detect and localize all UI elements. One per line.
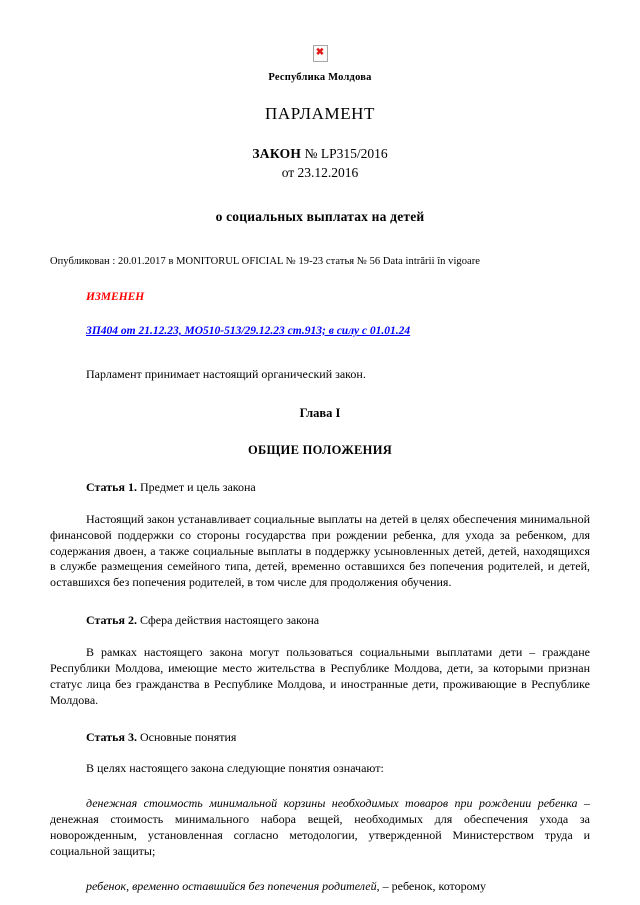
article-2-paragraph: В рамках настоящего закона могут пользоваться социальными выплатами дети – граждане Республики Молдова, имеющие место жительства в Республике Молдова, дети, за которыми признан статус лица без гражданства в Республике Молдова, и иностранные дети, проживающие в Республике Молдова.	[50, 645, 590, 707]
article-2-number: Статья 2.	[86, 613, 137, 628]
republic-heading: Республика Молдова	[268, 72, 372, 83]
broken-image-icon	[313, 45, 328, 62]
intro-paragraph: Парламент принимает настоящий органический закон.	[86, 367, 366, 381]
document-title: о социальных выплатах на детей	[215, 209, 425, 224]
parliament-heading: ПАРЛАМЕНТ	[264, 104, 376, 123]
definition-2-text: , – ребенок, которому	[376, 878, 487, 893]
chapter-label: Глава I	[299, 406, 341, 420]
article-2-heading	[86, 613, 590, 628]
law-number-line	[50, 146, 590, 162]
law-word: ЗАКОН	[252, 146, 302, 161]
amendment-label: ИЗМЕНЕН	[86, 291, 145, 303]
amendment-link[interactable]: ЗП404 от 21.12.23, МО510-513/29.12.23 ст.913; в силу с 01.01.24	[86, 325, 411, 337]
definition-1	[50, 796, 590, 859]
article-2-title: Сфера действия настоящего закона	[136, 613, 320, 628]
broken-image-x-glyph: ✖	[315, 47, 325, 59]
article-3-title: Основные понятия	[136, 730, 237, 745]
article-1-number: Статья 1.	[86, 480, 137, 494]
definition-2-term: ребенок, временно оставшийся без попечения родителей	[86, 878, 377, 893]
law-number: № LP315/2016	[301, 146, 388, 161]
law-date: от 23.12.2016	[281, 165, 359, 180]
definition-1-term: денежная стоимость минимальной корзины необходимых товаров при рождении ребенка	[86, 796, 578, 811]
chapter-title: ОБЩИЕ ПОЛОЖЕНИЯ	[247, 443, 393, 457]
article-3-paragraph: В целях настоящего закона следующие понятия означают:	[86, 761, 384, 776]
article-3-number: Статья 3.	[86, 730, 137, 745]
article-1-paragraph: Настоящий закон устанавливает социальные выплаты на детей в целях обеспечения минимальной финансовой поддержки со стороны государства при рождении ребенка, для ухода за ребенком, для содержания двоен, а также социальные выплаты в поддержку усыновленных детей, детей, находящихся в службе размещения семейного типа, детей, временно оставшихся без попечения родителей, и детей, оставшихся без попечения родителей, в том числе для продолжения обучения.	[50, 512, 590, 590]
broken-image-placeholder	[50, 0, 590, 64]
article-1-title: Предмет и цель закона	[136, 480, 256, 494]
definition-1-text: – денежная стоимость минимального набора вещей, необходимых для обеспечения ухода за новорожденным, установленная согласно методологии, утвержденной Министерством труда и социальной защиты;	[50, 796, 590, 858]
definition-2	[50, 879, 590, 895]
article-1-heading	[86, 480, 590, 495]
article-3-heading	[86, 730, 590, 745]
publication-line: Опубликован : 20.01.2017 в MONITORUL OFICIAL № 19-23 статья № 56 Data intrării în vigoare	[50, 256, 480, 267]
amendment-link-row	[50, 303, 590, 339]
